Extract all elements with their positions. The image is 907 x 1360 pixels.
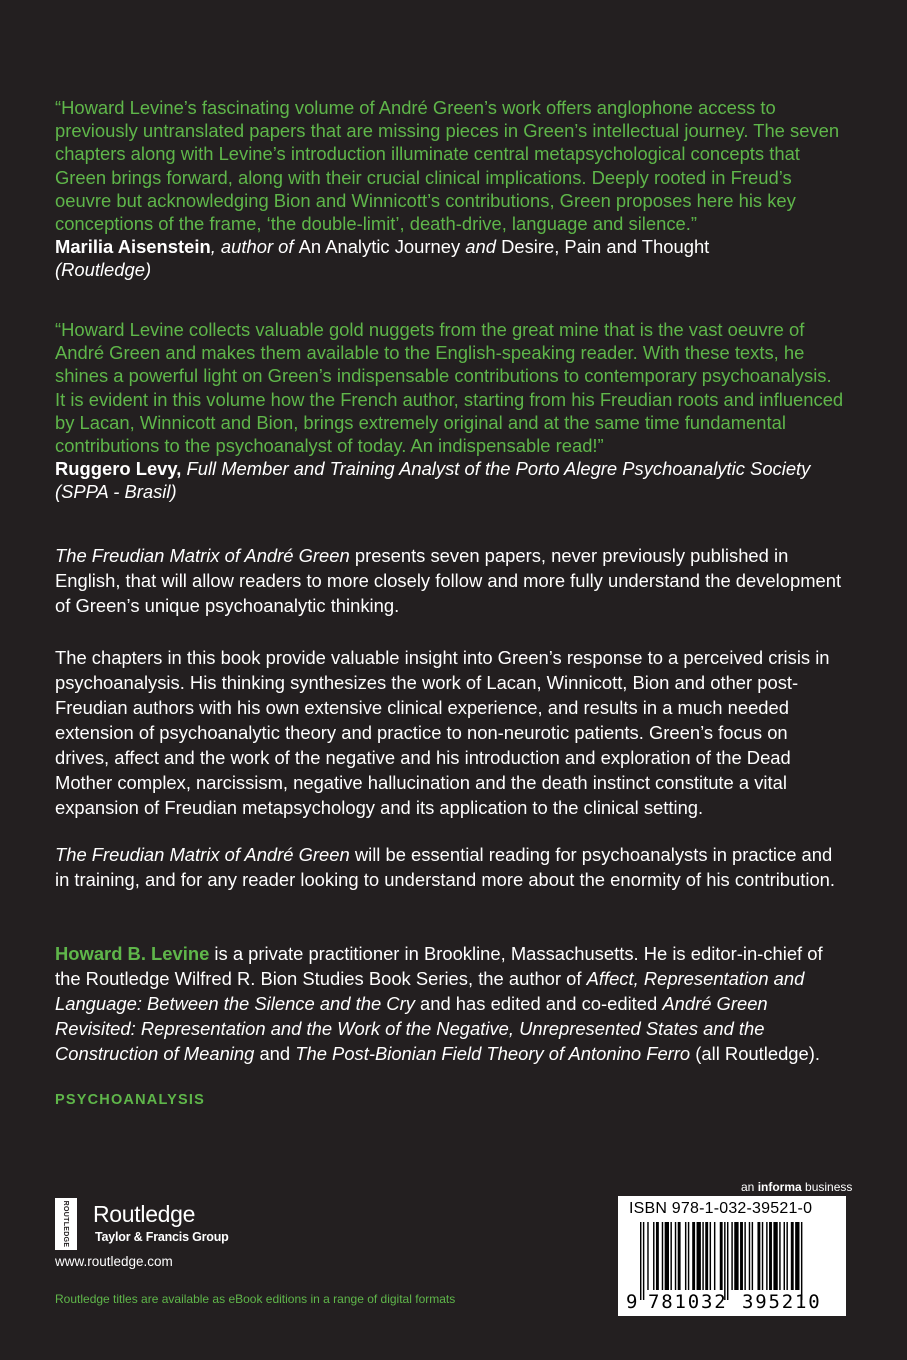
barcode-bar (675, 1222, 676, 1290)
publisher-group: Taylor & Francis Group (95, 1230, 229, 1244)
barcode-bar (757, 1222, 760, 1290)
description-para-1 (55, 543, 845, 618)
routledge-logo-mark-icon (55, 1198, 77, 1250)
endorsement-1-role: , author of (210, 236, 299, 258)
informa-tagline (741, 1180, 852, 1194)
endorsement-1-book1: An Analytic Journey (298, 236, 461, 258)
endorsement-2 (55, 318, 845, 504)
barcode-bar (744, 1222, 745, 1290)
ebook-note: Routledge titles are available as eBook editions in a range of digital formats (55, 1292, 456, 1306)
bio-text-4: (all Routledge). (690, 1043, 820, 1064)
endorsement-2-role: Full Member and Training Analyst of the Porto Alegre Psychoanalytic Society (SPPA - Brasil) (55, 458, 811, 503)
barcode-bar (749, 1222, 750, 1290)
endorsement-1-attribution (55, 235, 845, 281)
barcode-bar (710, 1222, 711, 1290)
barcode-bar (653, 1222, 654, 1290)
barcode-bar (791, 1222, 794, 1290)
barcode-bar (705, 1222, 708, 1290)
barcode-bar (784, 1222, 785, 1290)
publisher-url: www.routledge.com (55, 1254, 173, 1269)
endorsement-1-book2: Desire, Pain and Thought (501, 236, 710, 258)
barcode-bar (678, 1222, 681, 1290)
bio-text-3: and (254, 1043, 296, 1064)
barcode-bar (752, 1222, 753, 1290)
barcode-bar (734, 1222, 738, 1290)
book-title-italic-2: The Freudian Matrix of André Green (55, 844, 350, 865)
barcode-bar (688, 1222, 689, 1290)
bio-text-1: is a private practitioner in Brookline, Massachusetts. He is editor-in-chief of the Routledge Wilfred R. Bion Studies Book Series, the author of (55, 943, 823, 989)
bio-text-2: and has edited and co-edited (414, 993, 663, 1014)
barcode-bar (731, 1222, 732, 1290)
endorsement-2-author: Ruggero Levy, (55, 458, 182, 480)
barcode-bar (647, 1222, 648, 1290)
barcode-bar (779, 1222, 780, 1290)
isbn-digits-left: 781032 (648, 1291, 728, 1313)
endorsement-1 (55, 96, 845, 282)
description-text-2: The chapters in this book provide valuable insight into Green’s response to a perceived crisis in psychoanalysis. His thinking synthesizes the work of Lacan, Winnicott, Bion and other post-Freudian authors with his own extensive clinical experience, and results in a much needed extension of psychoanalytic theory and practice to non-neurotic patients. Green’s focus on drives, affect and the work of the negative and his introduction and exploration of the Dead Mother complex, narcissism, negative hallucination and the death instinct constitute a vital expansion of Freudian metapsychology and its application to the clinical setting. (55, 647, 830, 818)
barcode-bar (685, 1222, 686, 1290)
barcode-bar (795, 1222, 799, 1290)
barcode-bar (727, 1222, 728, 1300)
logo-vertical-text: ROUTLEDGE (62, 1200, 70, 1248)
endorsement-1-and: and (460, 236, 502, 258)
barcode-bar (720, 1222, 723, 1290)
informa-suffix: business (801, 1180, 853, 1194)
barcode-bar (773, 1222, 777, 1290)
description-para-2 (55, 645, 845, 820)
endorsement-1-author: Marilia Aisenstein (55, 236, 211, 258)
book-title-italic: The Freudian Matrix of André Green (55, 545, 350, 566)
endorsement-1-publisher: (Routledge) (55, 259, 152, 281)
barcode-bar (786, 1222, 787, 1290)
barcode-bar (692, 1222, 695, 1290)
informa-prefix: an (741, 1180, 758, 1194)
subject-category: PSYCHOANALYSIS (55, 1092, 206, 1108)
barcode-bar (656, 1222, 659, 1290)
barcode-bar (697, 1222, 701, 1290)
barcode-bar (643, 1222, 644, 1300)
description-para-3 (55, 842, 845, 892)
endorsement-2-text: “Howard Levine collects valuable gold nuggets from the great mine that is the vast oeuvre of André Green and makes them available to the English-speaking reader. With these texts, he shines a powerful light on Green’s indispensable contributions to contemporary psychoanalysis. It is evident in this volume how the French author, starting from his Freudian roots and influenced by Lacan, Winnicott and Bion, brings extremely original and at the same time fundamental contributions to the psychoanalyst of today. An indispensable read!” (55, 319, 844, 457)
publisher-name: Routledge (93, 1201, 196, 1227)
barcode-bar (665, 1222, 669, 1290)
barcode-bar (724, 1222, 725, 1300)
endorsement-1-text: “Howard Levine’s fascinating volume of André Green’s work offers anglophone access to previously untranslated papers that are missing pieces in Green’s intellectual journey. The seven chapters along with Levine’s introduction illuminate central metapsychological concepts that Green brings forward, along with their crucial clinical implications. Deeply rooted in Freud’s oeuvre but acknowledging Bion and Winnicott’s contributions, Green proposes here his key conceptions of the frame, ‘the double-limit’, death-drive, language and silence.” (55, 97, 840, 235)
barcode-bar (670, 1222, 671, 1290)
author-name: Howard B. Levine (55, 943, 210, 964)
description-text-3: will be essential reading for psychoanalysts in practice and in training, and for any reader looking to understand more about the enormity of his contribution. (55, 844, 836, 890)
isbn-digit-first: 9 (626, 1291, 640, 1313)
isbn-digits-right: 395210 (742, 1291, 822, 1313)
barcode-bar (714, 1222, 715, 1290)
barcode-bar (769, 1222, 772, 1290)
description-text-1: presents seven papers, never previously published in English, that will allow readers to more closely follow and more fully understand the development of Green’s unique psychoanalytic thinking. (55, 545, 842, 616)
endorsement-2-attribution (55, 457, 845, 503)
informa-bold: informa (757, 1180, 802, 1194)
barcode-bar (766, 1222, 767, 1290)
barcode-bar (801, 1222, 802, 1300)
bio-book-1: Affect, Representation and Language: Between the Silence and the Cry (55, 968, 805, 1014)
bio-book-3: The Post-Bionian Field Theory of Antonino Ferro (295, 1043, 691, 1064)
isbn-label: ISBN 978-1-032-39521-0 (629, 1200, 813, 1217)
bio-book-2: André Green Revisited: Representation and the Work of the Negative, Unrepresented States and the Construction of Meaning (55, 993, 768, 1064)
barcode-bar (740, 1222, 743, 1290)
isbn-barcode (618, 1196, 846, 1316)
barcode-bar (662, 1222, 663, 1290)
barcode-bar (762, 1222, 763, 1290)
author-bio (55, 941, 845, 1066)
barcode-bar (640, 1222, 641, 1300)
barcode-bar (702, 1222, 703, 1290)
